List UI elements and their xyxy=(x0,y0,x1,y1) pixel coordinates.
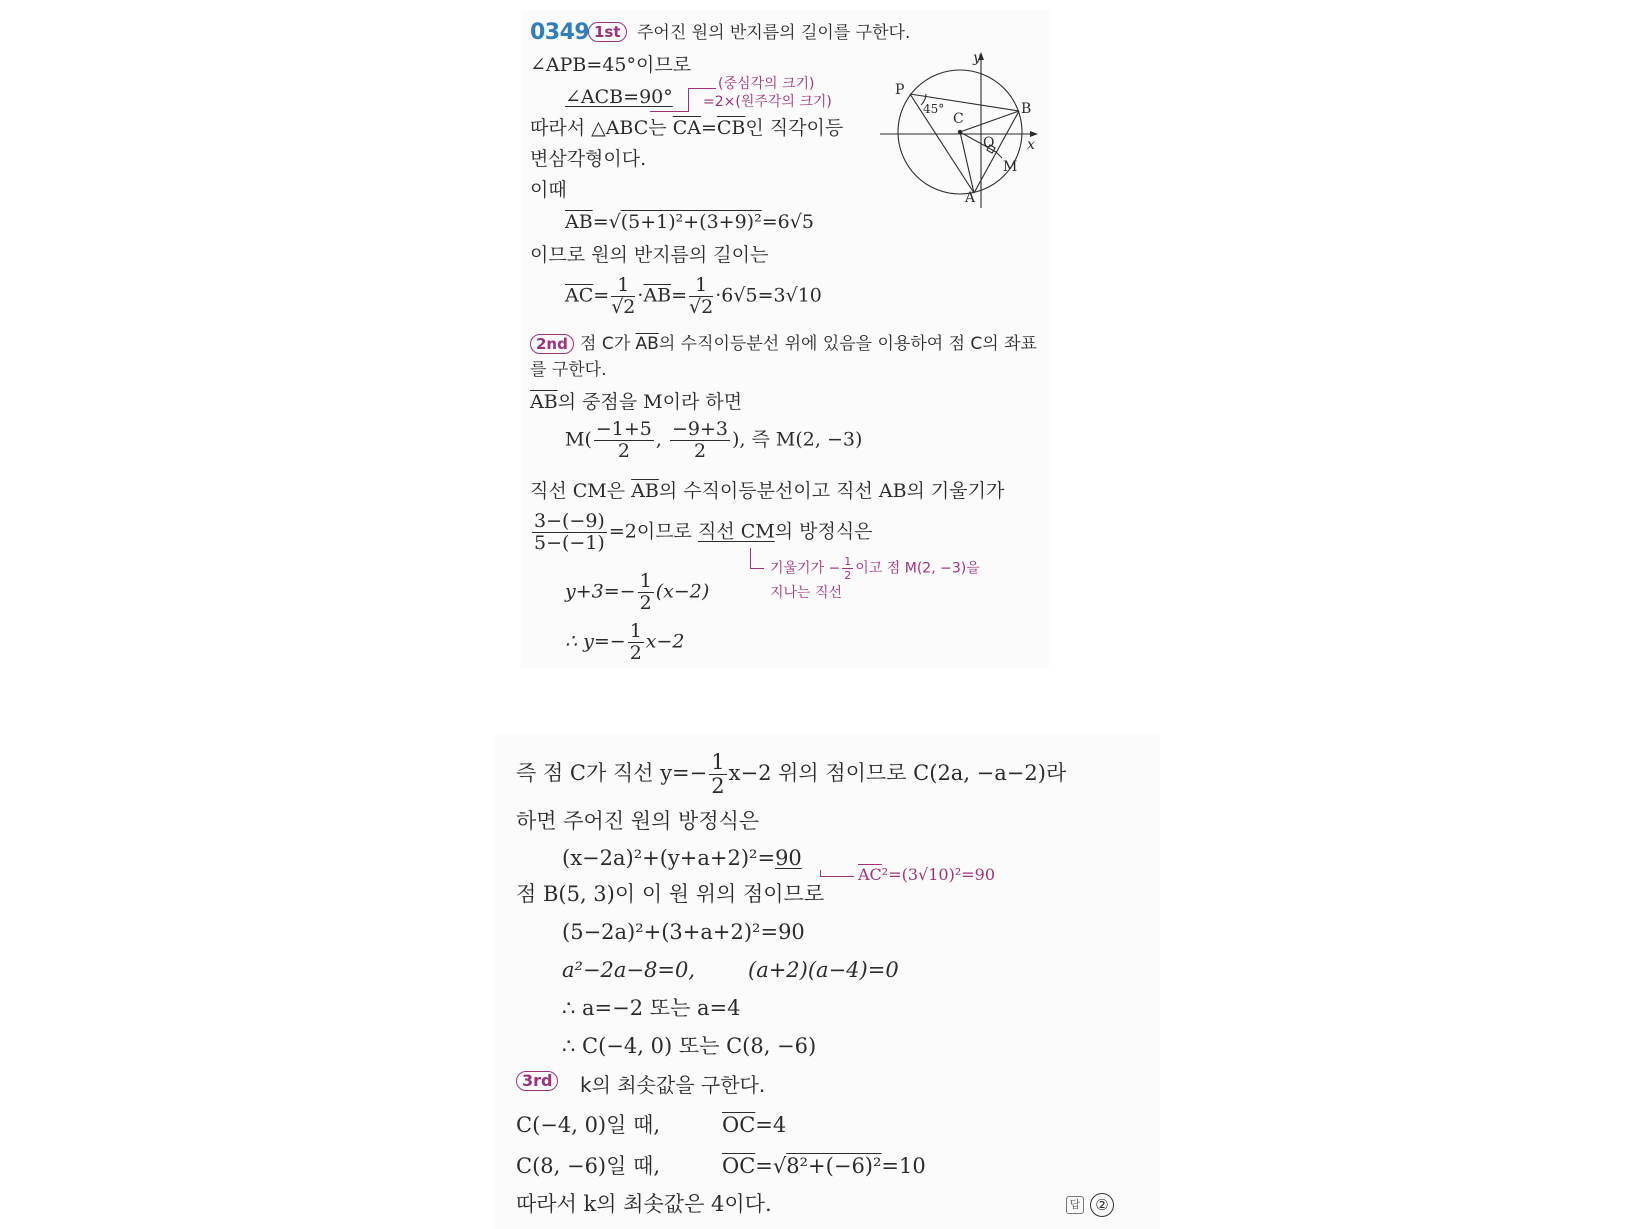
oc-value: =4 xyxy=(755,1113,787,1137)
step2-title-line2: 를 구한다. xyxy=(530,360,607,380)
circle-eq-text: (x−2a)²+(y+a+2)²= xyxy=(562,846,776,870)
b1-text-a: 즉 점 C가 직선 y=− xyxy=(516,761,708,785)
note2-connector-h xyxy=(750,568,764,569)
line-cm-result xyxy=(565,622,685,663)
line-oc-case2 xyxy=(722,1156,926,1177)
oc-value: =10 xyxy=(881,1154,926,1178)
frac-denominator: 2 xyxy=(629,642,642,664)
label-angle: 45° xyxy=(923,102,945,116)
line-isoceles-2: 변삼각형이다. xyxy=(530,148,647,170)
angle-acb-value: 90° xyxy=(639,86,673,108)
line-midpoint xyxy=(530,393,742,412)
frac-denominator: 2 xyxy=(639,592,652,614)
step1-badge: 1st xyxy=(588,22,627,42)
label-o: O xyxy=(983,135,995,151)
segment-oc: $\overline{OC}$ xyxy=(722,1154,756,1178)
frac-numerator: 1 xyxy=(629,620,642,642)
frac-numerator: −9+3 xyxy=(672,418,729,440)
note3-text: ²=(3√10)²=90 xyxy=(881,865,996,884)
frac-numerator: 1 xyxy=(844,555,852,568)
dot: · xyxy=(637,284,644,307)
answer-choice: ② xyxy=(1090,1193,1114,1217)
frac-denominator: 2 xyxy=(844,569,852,582)
midpoint-text: 의 중점을 M이라 하면 xyxy=(557,391,743,413)
isoceles-text-a: 따라서 △ABC는 xyxy=(530,117,673,139)
perp-text-b: 의 수직이등분선이고 직선 AB의 기울기가 xyxy=(658,480,1005,502)
line-quadratic: a²−2a−8=0, xyxy=(562,958,696,982)
cm-result-b: x−2 xyxy=(645,630,685,653)
segment-ab: $\overline{AB}$ xyxy=(565,211,593,233)
step2-text-a: 점 C가 xyxy=(580,334,636,354)
note1-line1: (중심각의 크기) xyxy=(718,76,815,92)
line-perp-bisector xyxy=(530,482,1004,501)
segment-ab: $\overline{AB}$ xyxy=(635,334,659,354)
line-then: 이때 xyxy=(530,179,567,201)
line-cm-equation xyxy=(565,572,709,613)
step2-title-line1 xyxy=(580,336,1037,353)
label-p: P xyxy=(895,82,905,98)
note2-line1 xyxy=(770,556,980,581)
line-b-on-circle: 점 B(5, 3)이 이 원 위의 점이므로 xyxy=(516,882,825,906)
fraction-mx xyxy=(594,420,654,461)
frac-numerator: 3−(−9) xyxy=(534,510,605,532)
line-substitute: (5−2a)²+(3+a+2)²=90 xyxy=(562,920,805,944)
perp-text-a: 직선 CM은 xyxy=(530,480,632,502)
circle-eq-rhs: 90 xyxy=(775,846,802,870)
note2-fraction xyxy=(842,556,853,581)
note2-connector-v xyxy=(750,548,751,568)
radicand: 8²+(−6)² xyxy=(786,1154,882,1178)
label-m: M xyxy=(1003,159,1018,175)
fraction-half xyxy=(628,622,644,663)
line-angle-apb: ∠APB=45°이므로 xyxy=(530,54,692,76)
segment-ab: $\overline{AB}$ xyxy=(631,480,659,502)
line-a-values: ∴ a=−2 또는 a=4 xyxy=(562,996,741,1020)
note2-line2: 지나는 직선 xyxy=(770,585,843,601)
line-oc-case2-label: C(8, −6)일 때, xyxy=(516,1154,661,1178)
note3 xyxy=(858,867,995,883)
segment-ac: $\overline{AC}$ xyxy=(565,284,594,307)
note2-text-b: 이고 점 M(2, −3)을 xyxy=(855,560,980,577)
frac-numerator: 1 xyxy=(639,570,652,592)
isoceles-text-b: 인 직각이등 xyxy=(745,117,844,139)
angle-acb-text xyxy=(565,86,673,108)
step2-badge: 2nd xyxy=(530,334,574,354)
line-factored: (a+2)(a−4)=0 xyxy=(748,958,899,982)
fraction-1-over-root2 xyxy=(689,276,713,317)
frac-denominator: √2 xyxy=(689,296,714,318)
cm-eq-b: (x−2) xyxy=(655,580,710,603)
segment-ab: $\overline{AB}$ xyxy=(530,391,558,413)
segment-cb: $\overline{CB}$ xyxy=(716,117,746,139)
eq-sign: = xyxy=(671,284,688,307)
segment-ab: $\overline{AB}$ xyxy=(643,284,672,307)
line-midpoint-coords xyxy=(565,420,862,461)
line-c-values: ∴ C(−4, 0) 또는 C(8, −6) xyxy=(562,1034,817,1058)
problem-number: 0349 xyxy=(530,20,590,45)
slope-text-end: 의 방정식은 xyxy=(774,520,873,543)
label-x: x xyxy=(1027,137,1035,153)
frac-numerator: −1+5 xyxy=(595,418,652,440)
angle-acb-prefix: ∠ACB= xyxy=(565,86,640,108)
frac-numerator: 1 xyxy=(611,276,635,297)
line-conclusion: 따라서 k의 최솟값은 4이다. xyxy=(516,1192,772,1216)
step1-title: 주어진 원의 반지름의 길이를 구한다. xyxy=(637,23,911,43)
frac-denominator: 2 xyxy=(617,440,630,462)
answer-icon: 답 xyxy=(1066,1196,1084,1214)
line-oc-case1-label: C(−4, 0)일 때, xyxy=(516,1113,661,1137)
sqrt-sign: =√ xyxy=(755,1154,787,1178)
b1-text-b: x−2 위의 점이므로 C(2a, −a−2)라 xyxy=(728,761,1067,785)
line-ab-length xyxy=(565,213,814,232)
frac-denominator: √2 xyxy=(611,296,636,318)
step3-title: k의 최솟값을 구한다. xyxy=(580,1073,766,1097)
line-slope xyxy=(530,512,873,553)
note1-line2: =2×(원주각의 크기) xyxy=(703,94,832,110)
line-circle-eq xyxy=(562,848,802,869)
fraction-half xyxy=(709,752,726,797)
segment-ca: $\overline{CA}$ xyxy=(672,117,701,139)
segment-oc: $\overline{OC}$ xyxy=(722,1113,756,1137)
frac-numerator: 1 xyxy=(711,750,725,774)
line-cm-underlined: 직선 CM xyxy=(697,520,775,543)
fraction-half xyxy=(638,572,654,613)
label-b: B xyxy=(1021,101,1032,117)
step3-badge: 3rd xyxy=(516,1071,558,1091)
frac-numerator: 1 xyxy=(689,276,713,297)
fraction-1-over-root2 xyxy=(611,276,635,317)
line-angle-acb xyxy=(565,88,673,107)
segment-ca xyxy=(960,132,974,193)
cm-result-a: ∴ y=− xyxy=(565,630,626,653)
segment-ac: $\overline{AC}$ xyxy=(858,865,882,884)
line-oc-case1 xyxy=(722,1115,786,1136)
note1-connector-top xyxy=(688,88,716,89)
answer xyxy=(1066,1193,1114,1217)
note2-text-a: 기울기가 − xyxy=(770,560,841,577)
label-c: C xyxy=(953,111,964,127)
comma: , xyxy=(655,428,662,451)
ab-result: =6√5 xyxy=(761,211,814,233)
center-point xyxy=(958,130,962,134)
segment-cb xyxy=(960,111,1019,132)
radicand: (5+1)²+(3+9)² xyxy=(620,211,762,233)
fraction-slope-ab xyxy=(532,512,607,553)
m-pointer xyxy=(996,152,1002,158)
line-radius-calc xyxy=(565,276,822,317)
frac-denominator: 5−(−1) xyxy=(534,532,605,554)
frac-denominator: 2 xyxy=(711,774,725,798)
line-c-on-line xyxy=(516,752,1066,797)
note1-connector-h xyxy=(650,111,688,112)
label-y: y xyxy=(973,50,981,66)
slope-text: =2이므로 xyxy=(608,520,698,543)
step2-text-b: 의 수직이등분선 위에 있음을 이용하여 점 C의 좌표 xyxy=(658,334,1037,354)
eq-sign: = xyxy=(593,284,610,307)
line-radius-intro: 이므로 원의 반지름의 길이는 xyxy=(530,244,769,266)
cm-eq-a: y+3=− xyxy=(565,580,636,603)
label-a: A xyxy=(965,190,976,206)
note3-connector-h xyxy=(820,876,854,877)
note1-connector-v xyxy=(688,88,689,112)
m-open: M( xyxy=(565,428,592,451)
frac-denominator: 2 xyxy=(693,440,707,462)
line-isoceles-1 xyxy=(530,119,843,138)
sqrt-sign: =√ xyxy=(592,211,621,233)
radius-result: ·6√5=3√10 xyxy=(715,284,822,307)
m-close: ), 즉 M(2, −3) xyxy=(732,428,863,451)
fraction-my xyxy=(670,420,730,461)
isoceles-eq: = xyxy=(700,117,717,139)
circle-figure xyxy=(880,50,1040,215)
line-circle-eq-intro: 하면 주어진 원의 방정식은 xyxy=(516,809,760,833)
